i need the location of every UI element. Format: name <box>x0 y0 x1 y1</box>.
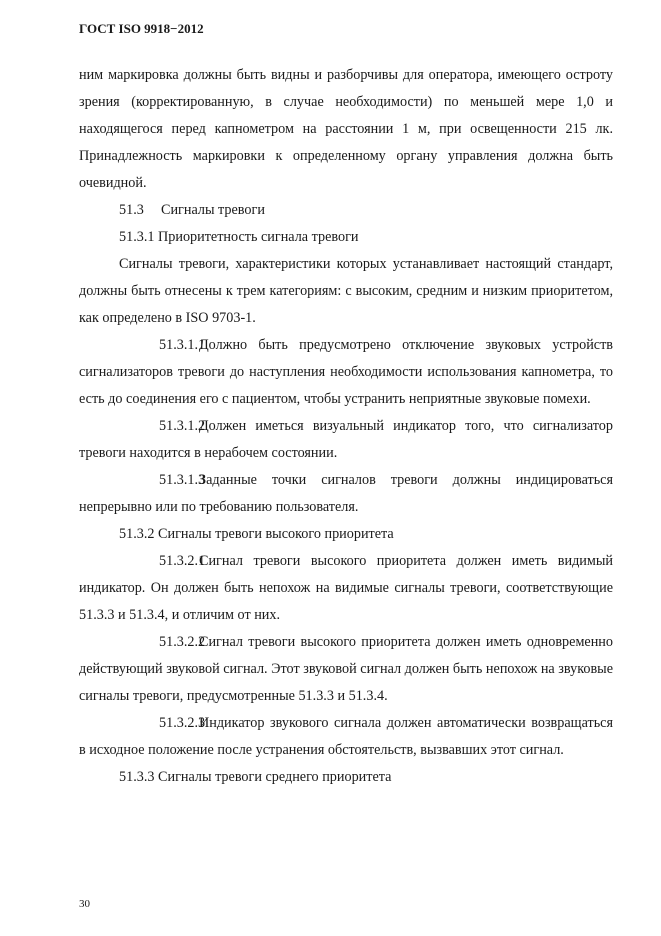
item-51-3-2-1 <box>79 548 613 629</box>
item-51-3-2-3 <box>79 710 613 764</box>
item-text: Сигнал тревоги высокого приоритета должен иметь одновременно действующий звуковой сигнал. Этот звуковой сигнал должен быть непохож на звуковые сигналы тревоги, предусмотренные 51.3.3 и 51.3.4. <box>79 634 613 704</box>
item-text: Индикатор звукового сигнала должен автоматически возвращаться в исходное положение после устранения обстоятельств, вызвавших этот сигнал. <box>79 715 613 758</box>
item-text: Должно быть предусмотрено отключение звуковых устройств сигнализаторов тревоги до наступления необходимости использования капнометра, то есть до соединения его с пациентом, чтобы устранить неприятные звуковые помехи. <box>79 337 613 407</box>
page-number: 30 <box>79 898 90 910</box>
subsection-heading-51-3-3: 51.3.3 Сигналы тревоги среднего приоритета <box>119 769 392 785</box>
item-number: 51.3.2.3 <box>159 715 206 731</box>
document-header: ГОСТ ISO 9918−2012 <box>79 21 204 36</box>
item-51-3-1-2 <box>79 413 613 467</box>
item-51-3-1-1 <box>79 332 613 413</box>
subsection-heading-51-3-2: 51.3.2 Сигналы тревоги высокого приоритета <box>119 526 394 542</box>
item-number: 51.3.2.2 <box>159 634 206 650</box>
item-text: Должен иметься визуальный индикатор того, что сигнализатор тревоги находится в нерабочем состоянии. <box>79 418 613 461</box>
document-body <box>79 62 613 791</box>
paragraph-alarm-categories: Сигналы тревоги, характеристики которых устанавливает настоящий стандарт, должны быть отнесены к трем категориям: с высоким, средним и низким приоритетом, как определено в ISO 9703-1. <box>79 256 613 326</box>
item-number: 51.3.1.1 <box>159 337 206 353</box>
item-text: Сигнал тревоги высокого приоритета должен иметь видимый индикатор. Он должен быть непохож на видимые сигналы тревоги, соответствующие 51.3.3 и 51.3.4, и отличим от них. <box>79 553 613 623</box>
item-text: Заданные точки сигналов тревоги должны индицироваться непрерывно или по требованию пользователя. <box>79 472 613 515</box>
item-51-3-1-3 <box>79 467 613 521</box>
item-number: 51.3.1.3 <box>159 472 206 488</box>
section-number: 51.3 <box>119 202 144 218</box>
item-number: 51.3.2.1 <box>159 553 206 569</box>
item-number: 51.3.1.2 <box>159 418 206 434</box>
item-51-3-2-2 <box>79 629 613 710</box>
subsection-heading-51-3-1: 51.3.1 Приоритетность сигнала тревоги <box>119 229 359 245</box>
section-title: Сигналы тревоги <box>161 202 265 218</box>
paragraph-continuation: ним маркировка должны быть видны и разборчивы для оператора, имеющего остроту зрения (корректированную, в случае необходимости) по меньшей мере 1,0 и находящегося перед капнометром на расстоянии 1 м, при освещенности 215 лк. Принадлежность маркировки к определенному органу управления должна быть очевидной. <box>79 67 613 191</box>
section-heading-51-3 <box>79 197 613 224</box>
